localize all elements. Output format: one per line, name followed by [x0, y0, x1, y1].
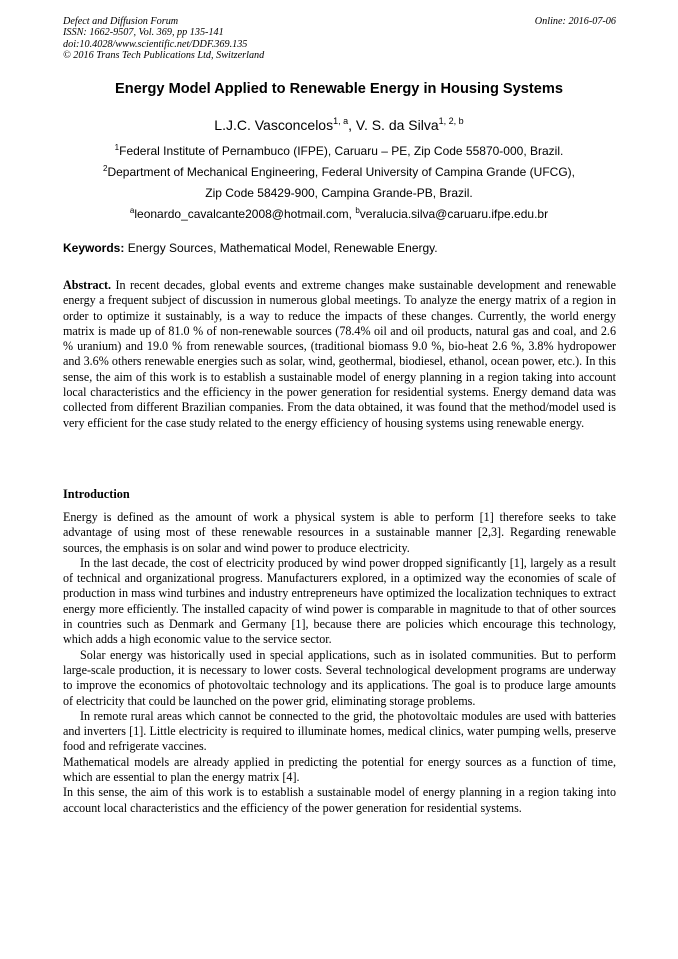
paragraph-1: Energy is defined as the amount of work a physical system is able to perform [1] therefore seeks to take advantage of using most of these renewable resources in a sustainable manner [2,3]. Regarding renewable sources, the emphasis is on solar and wind power to produce electricity.	[63, 510, 616, 555]
keywords-text: Energy Sources, Mathematical Model, Renewable Energy.	[124, 241, 438, 255]
affiliation-2-text-1: Department of Mechanical Engineering, Federal University of Campina Grande (UFCG),	[107, 165, 575, 179]
keywords-label: Keywords:	[63, 241, 125, 255]
affiliation-2-line-1	[0, 165, 678, 179]
introduction-heading: Introduction	[63, 487, 130, 501]
affiliation-2-sup: 2	[103, 164, 108, 173]
affiliation-1	[0, 144, 678, 158]
paper-title: Energy Model Applied to Renewable Energy in Housing Systems	[115, 81, 563, 97]
affiliation-1-text: Federal Institute of Pernambuco (IFPE), Caruaru – PE, Zip Code 55870-000, Brazil.	[119, 144, 564, 158]
email-line	[0, 207, 678, 221]
abstract-label: Abstract.	[63, 278, 112, 292]
paragraph-3: Solar energy was historically used in special applications, such as in isolated communities. But to perform large-scale production, it is necessary to lower costs. Several technological development programs are underway to improve the economics of photovoltaic technology and its applications. The goal is to produce large amounts of electricity that could be launched on the power grid, eliminating storage problems.	[63, 647, 616, 708]
doi-line[interactable]: doi:10.4028/www.scientific.net/DDF.369.135	[63, 38, 248, 50]
issn-line: ISSN: 1662-9507, Vol. 369, pp 135-141	[63, 27, 224, 39]
author-2-sup: 1, 2, b	[438, 116, 464, 126]
email-a[interactable]: leonardo_cavalcante2008@hotmail.com,	[134, 207, 356, 221]
email-a-sup: a	[129, 206, 135, 215]
online-date: Online: 2016-07-06	[534, 16, 616, 27]
keywords	[63, 241, 438, 255]
affiliation-1-sup: 1	[114, 143, 120, 152]
author-1-name: L.J.C. Vasconcelos	[214, 117, 334, 133]
paragraph-2: In the last decade, the cost of electricity produced by wind power dropped significantly [1], largely as a result of technical and organizational progress. Manufacturers explored, in a optimized way the economies of scale of production in mass wind turbines and industry entrepreneurs have optimized the localization techniques to extract energy more efficiently. The installed capacity of wind power is comparable in magnitude to that of other sources in countries such as Denmark and Germany [1], because there are policies which encourage this technology, which adds a high economic value to the service sector.	[63, 555, 616, 647]
paragraph-4: In remote rural areas which cannot be connected to the grid, the photovoltaic modules are used with batteries and inverters [1]. Little electricity is required to illuminate homes, medical clinics, water pumping wells, preserve food and refrigerate vaccines.	[63, 708, 616, 754]
journal-header	[63, 16, 616, 62]
author-separator: ,	[348, 117, 356, 133]
paragraph-6: In this sense, the aim of this work is to establish a sustainable model of energy planning in a region taking into account local characteristics and the efficiency of the power generation for residential systems.	[63, 785, 616, 815]
copyright-line: © 2016 Trans Tech Publications Ltd, Switzerland	[63, 50, 265, 62]
author-line	[0, 117, 678, 133]
author-2-name: V. S. da Silva	[355, 117, 439, 133]
author-1-sup: 1, a	[333, 116, 349, 126]
email-b-sup: b	[355, 206, 360, 215]
paragraph-5: Mathematical models are already applied in predicting the potential for energy sources as a function of time, which are essential to plan the energy matrix [4].	[63, 754, 616, 785]
email-b[interactable]: veralucia.silva@caruaru.ifpe.edu.br	[359, 207, 549, 221]
journal-name: Defect and Diffusion Forum	[63, 16, 179, 27]
abstract	[63, 278, 616, 431]
affiliation-2-line-2: Zip Code 58429-900, Campina Grande-PB, Brazil.	[205, 186, 473, 200]
abstract-text: In recent decades, global events and extreme changes make sustainable development and renewable energy a frequent subject of discussion in numerous global meetings. To analyze the energy matrix of a region in order to optimize it sustainably, is a way to reduce the impacts of these changes. Currently, the world energy matrix is made up of 81.0 % of non-renewable sources (78.4% oil and oil products, natural gas and coal, and 2.6 % uranium) and 19.0 % from renewable sources, (traditional biomass 9.0 %, bio-heat 2.6 %, 3.8% hydropower and 3.6% others renewable energies such as solar, wind, geothermal, biodiesel, ethanol, ocean power, etc.). In this sense, the aim of this work is to establish a sustainable model of energy planning in a region taking into account local characteristics and the efficiency in the power generation for residential systems. Energy demand data was collected from different Brazilian companies. From the data obtained, it was found that the method/model used is very efficient for the case study related to the energy efficiency of housing systems using renewable energy.	[63, 278, 616, 430]
introduction-body	[63, 510, 616, 816]
